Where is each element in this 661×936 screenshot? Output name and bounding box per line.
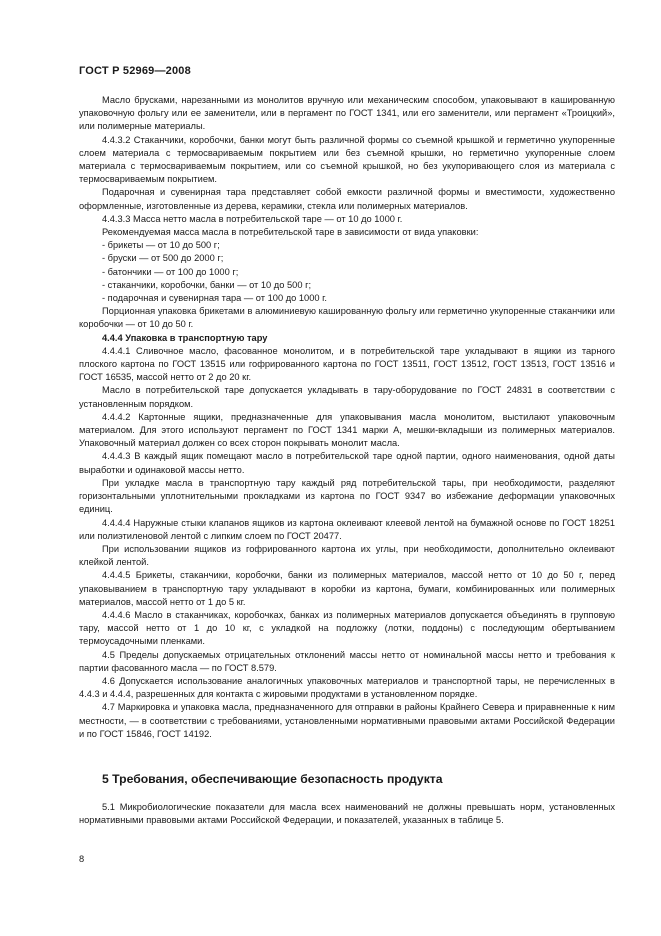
document-header: ГОСТ Р 52969—2008 bbox=[79, 65, 191, 77]
paragraph: 4.4.4.5 Брикеты, стаканчики, коробочки, банки из полимерных материалов, массой нетто от 10 до 50 г, перед упаковыванием в транспортную тару укладывают в коробки из картона, бумаги, комбинированных или полимерных материалов, массой нетто от 1 до 5 кг. bbox=[79, 570, 615, 607]
paragraph: 5.1 Микробиологические показатели для масла всех наименований не должны превышать норм, установленных нормативными правовыми актами Российской Федерации, и показателей, указанных в таблице 5. bbox=[79, 802, 615, 826]
page-number: 8 bbox=[79, 854, 85, 864]
paragraph: Масло брусками, нарезанными из монолитов вручную или механическим способом, упаковывают в кашированную упаковочную фольгу или ее заменители, или в пергамент по ГОСТ 1341, или его заменители, или пергамент «Троицкий», или полимерные материалы. bbox=[79, 95, 615, 132]
paragraph: 4.4.4.4 Наружные стыки клапанов ящиков из картона оклеивают клеевой лентой на бумажной основе по ГОСТ 18251 или полиэтиленовой лентой с липким слоем по ГОСТ 20477. bbox=[79, 517, 615, 541]
paragraph: 4.4.4.1 Сливочное масло, фасованное монолитом, и в потребительской таре укладывают в ящики из тарного плоского картона по ГОСТ 13515 или гофрированного картона по ГОСТ 13511, ГОСТ 13512, ГОСТ 13513, ГОСТ 13516 и ГОСТ 16535, массой нетто от 2 до 20 кг. bbox=[79, 345, 615, 383]
list-item: - стаканчики, коробочки, банки — от 10 до 500 г; bbox=[102, 279, 312, 290]
paragraph: Подарочная и сувенирная тара представляет собой емкости различной формы и вместимости, художественно оформленные, изготовленные из дерева, керамики, стекла или полимерных материалов. bbox=[79, 187, 615, 211]
list-item: - брикеты — от 10 до 500 г; bbox=[102, 240, 220, 251]
paragraph: 4.4.3.2 Стаканчики, коробочки, банки могут быть различной формы со съемной крышкой и герметично укупоренные слоем материала с термосвариваемым покрытием или без съемной крышки, но герметично укупоренные слоем материала с термосвариваемым покрытием, или со съемной крышкой, но без укупоривающего слоя из материала с термосвариваемым покрытием. bbox=[79, 134, 615, 185]
paragraph: Порционная упаковка брикетами в алюминиевую кашированную фольгу или герметично укупоренные стаканчики или коробочки — от 10 до 50 г. bbox=[79, 306, 615, 330]
paragraph: 4.4.4.6 Масло в стаканчиках, коробочках, банках из полимерных материалов допускается объединять в групповую тару, массой нетто от 1 до 10 кг, с укладкой на подложку (лотки, поддоны) с последующим обертыванием термоусадочными пленками. bbox=[79, 609, 615, 647]
list-item: - бруски — от 500 до 2000 г; bbox=[102, 253, 224, 264]
paragraph: Масло в потребительской таре допускается укладывать в тару-оборудование по ГОСТ 24831 в соответствии с установленным порядком. bbox=[79, 385, 615, 409]
section-body bbox=[79, 801, 615, 827]
paragraph: 4.6 Допускается использование аналогичных упаковочных материалов и транспортной тары, не перечисленных в 4.4.3 и 4.4.4, разрешенных для контакта с жировыми продуктами в установленном порядке. bbox=[79, 675, 615, 700]
document-body bbox=[79, 94, 615, 741]
subsection-heading: 4.4.4 Упаковка в транспортную тару bbox=[102, 332, 268, 343]
section-heading: 5 Требования, обеспечивающие безопасность продукта bbox=[102, 772, 443, 786]
paragraph: 4.5 Пределы допускаемых отрицательных отклонений массы нетто от номинальной массы нетто и требования к партии фасованного масла — по ГОСТ 8.579. bbox=[79, 649, 615, 673]
paragraph: Рекомендуемая масса масла в потребительской таре в зависимости от вида упаковки: bbox=[102, 227, 479, 238]
paragraph: При укладке масла в транспортную тару каждый ряд потребительской тары, при необходимости, разделяют горизонтальными уплотнительными прокладками из картона по ГОСТ 9347 во избежание деформации упаковочных единиц. bbox=[79, 477, 615, 515]
list-item: - подарочная и сувенирная тара — от 100 до 1000 г. bbox=[102, 293, 327, 304]
list-item: - батончики — от 100 до 1000 г; bbox=[102, 266, 239, 277]
paragraph: 4.7 Маркировка и упаковка масла, предназначенного для отправки в районы Крайнего Севера и приравненные к ним местности, — в соответствии с требованиями, установленными нормативными правовыми актами Российской Федерации и по ГОСТ 15846, ГОСТ 14192. bbox=[79, 702, 615, 739]
paragraph: 4.4.3.3 Масса нетто масла в потребительской таре — от 10 до 1000 г. bbox=[102, 213, 403, 224]
paragraph: 4.4.4.3 В каждый ящик помещают масло в потребительской таре одной партии, одного наименования, одной даты выработки и одинаковой массы нетто. bbox=[79, 451, 615, 475]
paragraph: 4.4.4.2 Картонные ящики, предназначенные для упаковывания масла монолитом, выстилают упаковочным материалом. Для этого используют пергамент по ГОСТ 1341 марки А, мешки-вкладыши из полимерных материалов. Упаковочный материал должен со всех сторон покрывать монолит масла. bbox=[79, 411, 615, 449]
paragraph: При использовании ящиков из гофрированного картона их углы, при необходимости, дополнительно оклеивают клейкой лентой. bbox=[79, 543, 615, 568]
